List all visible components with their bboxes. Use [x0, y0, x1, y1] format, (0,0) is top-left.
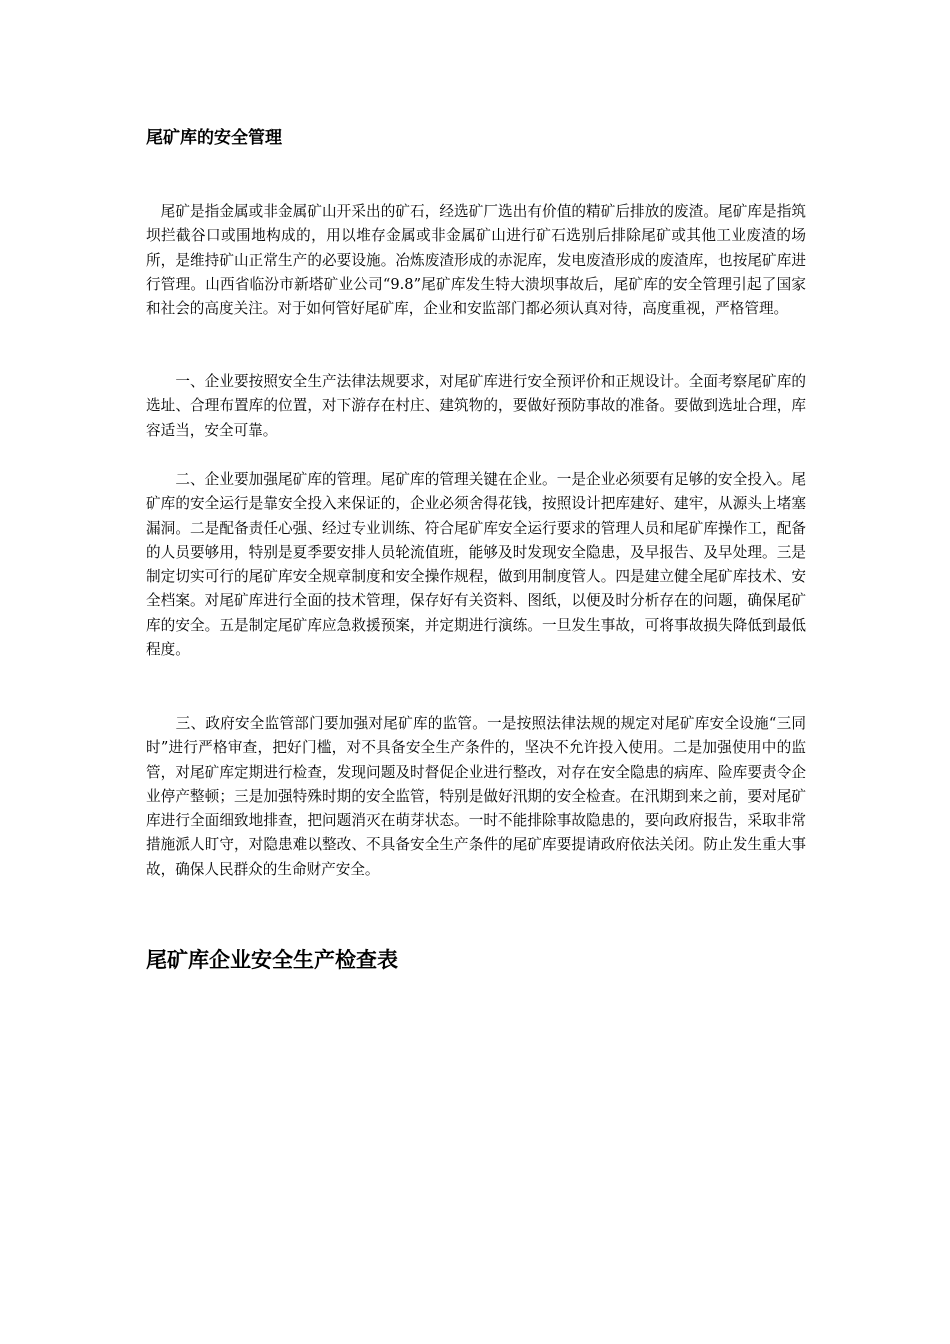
- paragraph-point-one: 一、企业要按照安全生产法律法规要求，对尾矿库进行安全预评价和正规设计。全面考察尾矿库的选址、合理布置库的位置，对下游存在村庄、建筑物的，要做好预防事故的准备。要做到选址合理，库容适当，安全可靠。: [146, 373, 806, 439]
- paragraph-point-two: 二、企业要加强尾矿库的管理。尾矿库的管理关键在企业。一是企业必须要有足够的安全投入。尾矿库的安全运行是靠安全投入来保证的，企业必须舍得花钱，按照设计把库建好、建牢，从源头上堵塞漏洞。二是配备责任心强、经过专业训练、符合尾矿库安全运行要求的管理人员和尾矿库操作工，配备的人员要够用，特别是夏季要安排人员轮流值班，能够及时发现安全隐患，及早报告、及早处理。三是制定切实可行的尾矿库安全规章制度和安全操作规程，做到用制度管人。四是建立健全尾矿库技术、安全档案。对尾矿库进行全面的技术管理，保存好有关资料、图纸，以便及时分析存在的问题，确保尾矿库的安全。五是制定尾矿库应急救援预案，并定期进行演练。一旦发生事故，可将事故损失降低到最低程度。: [146, 471, 806, 659]
- document-title: 尾矿库的安全管理: [146, 128, 282, 148]
- section-title: 尾矿库企业安全生产检查表: [146, 947, 398, 972]
- paragraph-point-three: 三、政府安全监管部门要加强对尾矿库的监管。一是按照法律法规的规定对尾矿库安全设施“三同时”进行严格审查，把好门槛，对不具备安全生产条件的，坚决不允许投入使用。二是加强使用中的监管，对尾矿库定期进行检查，发现问题及时督促企业进行整改，对存在安全隐患的病库、险库要责令企业停产整顿；三是加强特殊时期的安全监管，特别是做好汛期的安全检查。在汛期到来之前，要对尾矿库进行全面细致地排查，把问题消灭在萌芽状态。一时不能排除事故隐患的，要向政府报告，采取非常措施派人盯守，对隐患难以整改、不具备安全生产条件的尾矿库要提请政府依法关闭。防止发生重大事故，确保人民群众的生命财产安全。: [146, 715, 806, 878]
- paragraph-intro: 尾矿是指金属或非金属矿山开采出的矿石，经选矿厂选出有价值的精矿后排放的废渣。尾矿库是指筑坝拦截谷口或围地构成的，用以堆存金属或非金属矿山进行矿石选别后排除尾矿或其他工业废渣的场所，是维持矿山正常生产的必要设施。冶炼废渣形成的赤泥库，发电废渣形成的废渣库，也按尾矿库进行管理。山西省临汾市新塔矿业公司“9.8”尾矿库发生特大溃坝事故后，尾矿库的安全管理引起了国家和社会的高度关注。对于如何管好尾矿库，企业和安监部门都必须认真对待，高度重视，严格管理。: [146, 203, 806, 318]
